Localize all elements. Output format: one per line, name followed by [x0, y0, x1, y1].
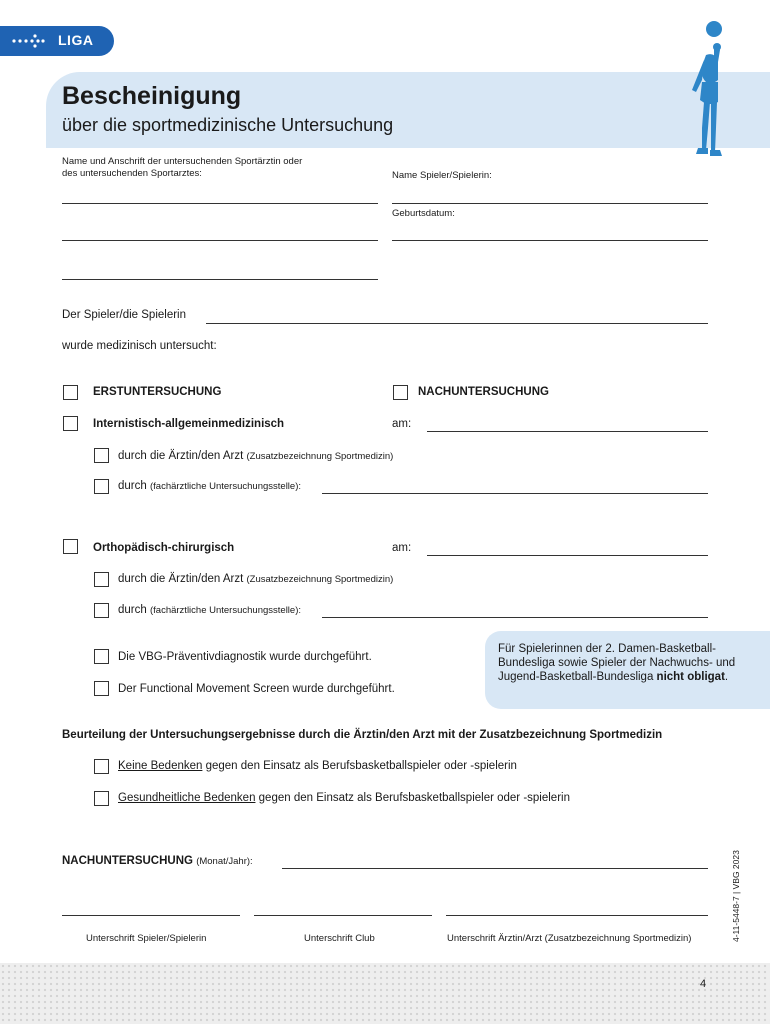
follow-exam-checkbox[interactable] [393, 385, 408, 400]
doctor-signature-label: Unterschrift Ärztin/Arzt (Zusatzbezeichnung Sportmedizin) [447, 933, 692, 944]
fms-label: Der Functional Movement Screen wurde durchgeführt. [118, 683, 395, 695]
fms-checkbox[interactable] [94, 681, 109, 696]
internal-am-label: am: [392, 418, 412, 430]
ortho-facility-checkbox[interactable] [94, 603, 109, 618]
doctor-address-line-3[interactable] [62, 279, 378, 280]
ortho-checkbox[interactable] [63, 539, 78, 554]
vbg-label: Die VBG-Präventivdiagnostik wurde durchgeführt. [118, 651, 372, 663]
basketball-player-icon [684, 20, 736, 160]
no-concerns-label: Keine Bedenken gegen den Einsatz als Berufsbasketballspieler oder -spielerin [118, 760, 517, 772]
ortho-facility-label: durch (fachärztliche Untersuchungsstelle): [118, 604, 301, 616]
followup-line[interactable] [282, 868, 708, 869]
document-code: 4-11-5448-7 | VBG 2023 [731, 850, 741, 942]
ortho-label: Orthopädisch-chirurgisch [93, 542, 235, 554]
player-name-label: Name Spieler/Spielerin: [392, 170, 492, 181]
internal-facility-line[interactable] [322, 493, 708, 494]
ortho-doctor-label: durch die Ärztin/den Arzt (Zusatzbezeichnung Sportmedizin) [118, 573, 394, 585]
birthdate-line[interactable] [392, 240, 708, 241]
assessment-heading: Beurteilung der Untersuchungsergebnisse durch die Ärztin/den Arzt mit der Zusatzbezeichnung Sportmedizin [62, 729, 663, 741]
player-signature-line[interactable] [62, 915, 240, 916]
internal-checkbox[interactable] [63, 416, 78, 431]
vbg-checkbox[interactable] [94, 649, 109, 664]
player-line-label: Der Spieler/die Spielerin [62, 309, 187, 321]
follow-exam-label: NACHUNTERSUCHUNG [418, 386, 549, 398]
page-number: 4 [700, 978, 707, 990]
examined-text: wurde medizinisch untersucht: [62, 340, 217, 352]
club-signature-label: Unterschrift Club [304, 933, 375, 944]
doctor-address-line-1[interactable] [62, 203, 378, 204]
concerns-checkbox[interactable] [94, 791, 109, 806]
doctor-signature-line[interactable] [446, 915, 708, 916]
liga-label: LIGA [58, 32, 94, 48]
footer-band [0, 963, 770, 1024]
ortho-facility-line[interactable] [322, 617, 708, 618]
doctor-address-line-2[interactable] [62, 240, 378, 241]
player-name-line[interactable] [392, 203, 708, 204]
page-title: Bescheinigung [62, 82, 242, 110]
first-exam-label: ERSTUNTERSUCHUNG [93, 386, 222, 398]
internal-date-line[interactable] [427, 431, 708, 432]
internal-doctor-checkbox[interactable] [94, 448, 109, 463]
info-text: Für Spielerinnen der 2. Damen-Basketball-Bundesliga sowie Spieler der Nachwuchs- und Jugend-Basketball-Bundesliga nicht obligat. [498, 643, 736, 683]
no-concerns-checkbox[interactable] [94, 759, 109, 774]
birthdate-label: Geburtsdatum: [392, 208, 455, 219]
player-signature-label: Unterschrift Spieler/Spielerin [86, 933, 207, 944]
arrow-dots-icon [12, 34, 48, 48]
concerns-label: Gesundheitliche Bedenken gegen den Einsatz als Berufsbasketballspieler oder -spielerin [118, 792, 570, 804]
player-line[interactable] [206, 323, 708, 324]
internal-label: Internistisch-allgemeinmedizinisch [93, 418, 285, 430]
internal-doctor-label: durch die Ärztin/den Arzt (Zusatzbezeichnung Sportmedizin) [118, 450, 394, 462]
ortho-date-line[interactable] [427, 555, 708, 556]
ortho-doctor-checkbox[interactable] [94, 572, 109, 587]
internal-facility-label: durch (fachärztliche Untersuchungsstelle): [118, 480, 301, 492]
followup-label: NACHUNTERSUCHUNG (Monat/Jahr): [62, 855, 253, 867]
ortho-am-label: am: [392, 542, 412, 554]
internal-facility-checkbox[interactable] [94, 479, 109, 494]
doctor-label: Name und Anschrift der untersuchenden Sportärztin oder des untersuchenden Sportarztes: [62, 156, 303, 179]
page-subtitle: über die sportmedizinische Untersuchung [62, 115, 394, 135]
first-exam-checkbox[interactable] [63, 385, 78, 400]
club-signature-line[interactable] [254, 915, 432, 916]
